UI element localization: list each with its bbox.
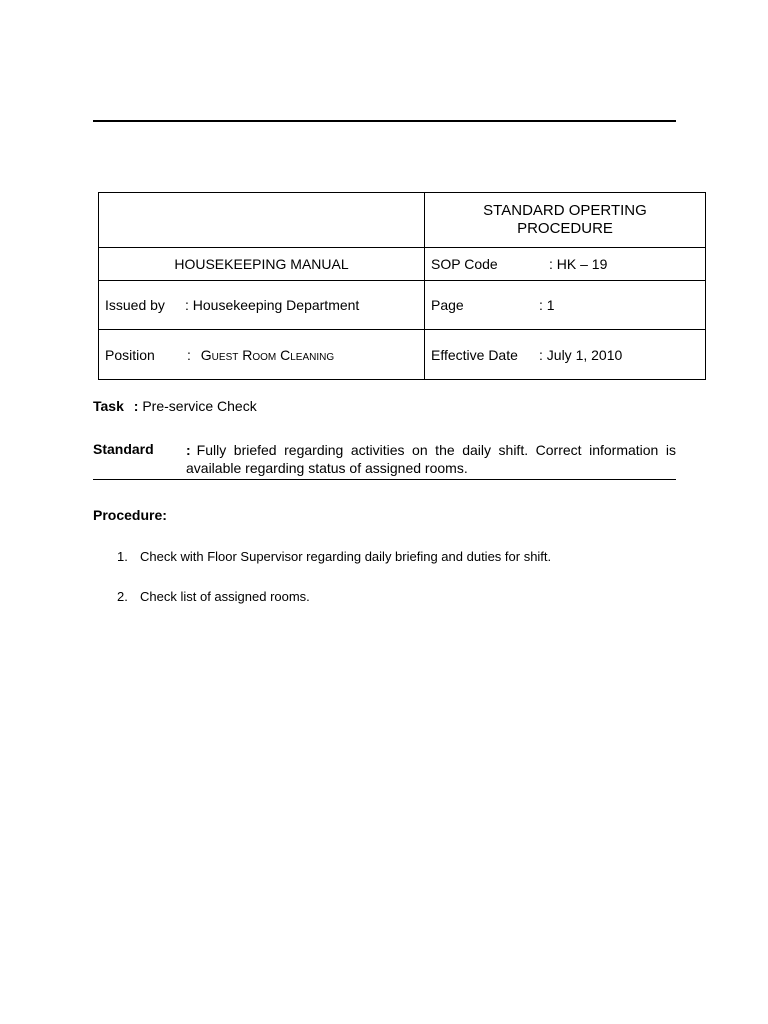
logo-cell xyxy=(99,193,425,248)
procedure-item-text: Check with Floor Supervisor regarding daily briefing and duties for shift. xyxy=(140,549,552,564)
task-label: Task xyxy=(93,398,124,414)
effective-date-cell xyxy=(425,330,706,380)
standard-block xyxy=(93,441,676,477)
standard-label: Standard xyxy=(93,441,154,457)
standard-value: Fully briefed regarding activities on the daily shift. Correct information is available regarding status of assigned rooms. xyxy=(186,442,676,476)
sop-title-line2: PROCEDURE xyxy=(517,220,613,237)
task-value: Pre-service Check xyxy=(142,398,257,414)
issued-by-label: Issued by xyxy=(105,297,165,313)
issued-by-cell xyxy=(99,281,425,330)
procedure-item-text: Check list of assigned rooms. xyxy=(140,589,310,604)
sop-code-label: SOP Code xyxy=(431,256,498,272)
position-colon: : xyxy=(187,346,191,363)
procedure-item-number: 2. xyxy=(117,589,128,604)
position-label: Position xyxy=(105,346,155,363)
position-cell xyxy=(99,330,425,380)
top-rule xyxy=(93,120,676,122)
standard-body xyxy=(186,441,676,477)
issued-by-value: : Housekeeping Department xyxy=(185,297,360,313)
section-divider xyxy=(93,479,676,480)
effective-date-value: : July 1, 2010 xyxy=(539,346,623,363)
manual-name: HOUSEKEEPING MANUAL xyxy=(174,256,349,272)
task-colon: : xyxy=(133,398,139,414)
sop-code-value: : HK – 19 xyxy=(549,256,608,272)
position-value: Guest Room Cleaning xyxy=(200,346,335,363)
effective-date-label: Effective Date xyxy=(431,346,518,363)
manual-name-cell xyxy=(99,248,425,281)
task-line xyxy=(93,398,257,414)
standard-colon: : xyxy=(186,442,191,458)
sop-code-cell xyxy=(425,248,706,281)
page-cell xyxy=(425,281,706,330)
page-label: Page xyxy=(431,297,464,313)
procedure-item xyxy=(117,549,551,564)
page-value: : 1 xyxy=(539,297,555,313)
procedure-item-number: 1. xyxy=(117,549,128,564)
sop-title-line1: STANDARD OPERTING xyxy=(483,202,647,219)
procedure-heading: Procedure: xyxy=(93,507,167,523)
sop-title-cell xyxy=(425,193,706,248)
sop-header-table xyxy=(98,192,706,380)
procedure-item xyxy=(117,589,310,604)
